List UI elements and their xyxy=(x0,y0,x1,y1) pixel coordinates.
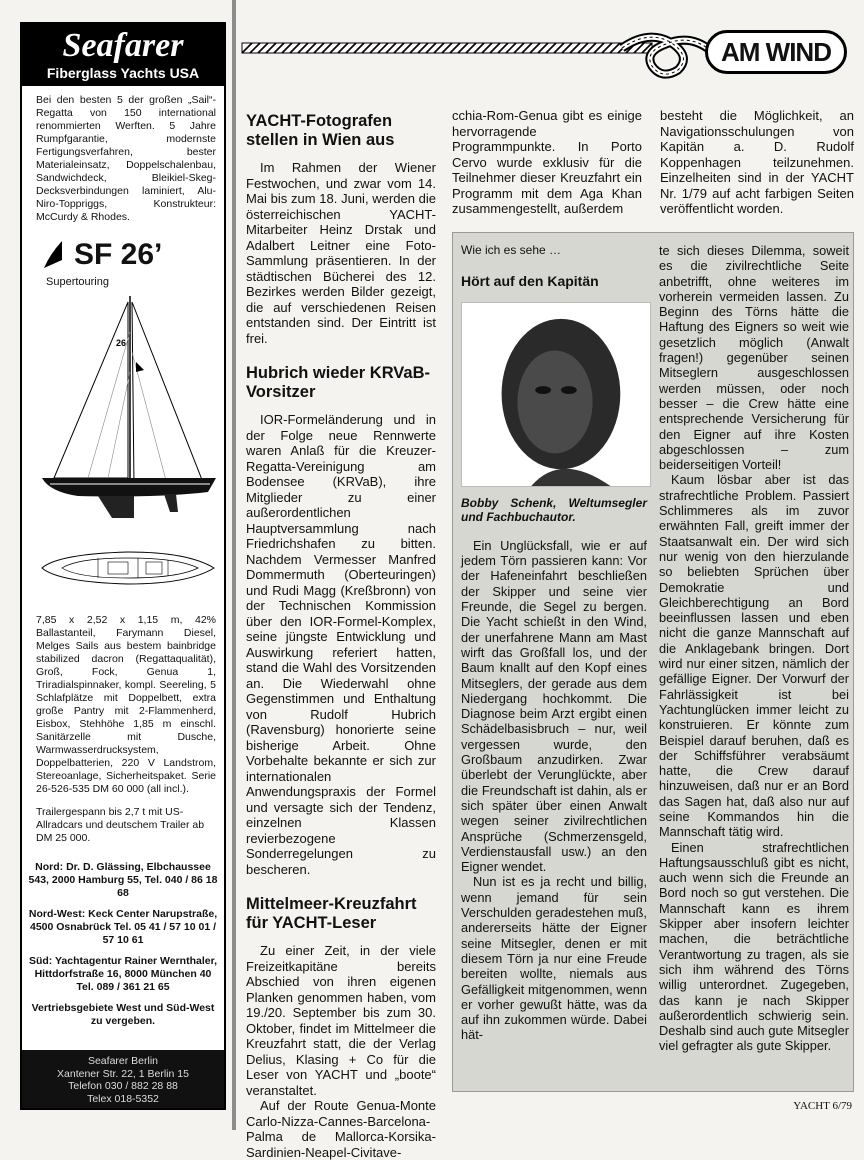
opinion-body: Ein Unglücksfall, wie er auf jedem Törn passieren kann: Vor der Hafeneinfahrt beschließen der Skipper und seine vier Freunde, die Segel zu bergen. Die Yacht schießt in den Wind, der unerfahrene Mann am Mast wirft das Großfall los, und der Baum knallt auf den Kopf eines Mitseglers, der gerade aus dem Niedergang hochkommt. Die Diagnose beim Arzt ergibt einen Schädelbasisbruch – nur, weil vergessen wurde, den Großbaum anzudirken. Zwar überlebt der Verunglückte, aber die Freundschaft ist dahin, als er sich später über einen Anwalt wegen seiner zivilrechtlichen Ansprüche (Schmerzensgeld, Verdienstausfall usw.) an den Eigner wendet. xyxy=(461,537,647,875)
ad-trailer-offer: Trailergespann bis 2,7 t mit US-Allradcars und deutschem Trailer ab DM 25 000. xyxy=(36,806,205,844)
article-body: Auf der Route Genua-Monte Carlo-Nizza-Cannes-Barcelona-Palma de Mallorca-Korsika-Sardinien-Neapel-Civitave- xyxy=(246,1098,436,1160)
ad-contact-footer xyxy=(22,1050,224,1108)
ad-header xyxy=(22,24,224,86)
ad-dealer-nord-west: Nord-West: Keck Center Narupstraße, 4500 Osnabrück Tel. 05 41 / 57 10 01 / 57 10 61 xyxy=(28,908,218,946)
article-body-continued: cchia-Rom-Genua gibt es einige hervorragende Programmpunkte. In Porto Cervo wurde exklusiv für die Teilnehmer dieser Kreuzfahrt ein Programm mit dem Aga Khan zusammengestellt, außerdem xyxy=(452,108,642,216)
opinion-kicker: Wie ich es sehe … xyxy=(461,243,562,257)
ad-intro-text: Bei den besten 5 der großen „Sail“-Regatta von 150 international renommierten Werften. 5 Jahre Rumpfgarantie, modernste Fertigungsverfahren, bester Materialeinsatz, Doppelschalenbau, Sandwichdeck, Bleikiel-Skeg-Decksverbindungen laminiert, Alu-Niro-Toppriggs, Konstrukteur: McCurdy & Rhodes. xyxy=(36,94,216,223)
yacht-drawing xyxy=(38,292,218,608)
ad-footer-line: Telex 018-5352 xyxy=(87,1092,159,1105)
seafarer-advertisement xyxy=(20,22,226,1110)
opinion-body: te sich dieses Dilemma, soweit es die zivilrechtliche Seite anbetrifft, ohne weiteres im vorherein vermeiden lassen. Zu Beginn des Törns hätte die Haftung des Eigners so weit wie gesetzlich möglich (Anwalt fragen!) gegenüber seinen Mitseglern ausgeschlossen werden müssen, oder noch besser – die Crew hätte eine entsprechende Versicherung für den Eigner auf ihre Kosten abgeschlossen – zum beiderseitigen Vorteil! xyxy=(659,243,849,473)
ad-footer-line: Seafarer Berlin xyxy=(87,1055,159,1067)
article-column-3 xyxy=(660,108,854,217)
ad-specifications: 7,85 x 2,52 x 1,15 m, 42% Ballastanteil, Farymann Diesel, Melges Sails aus bestem bainbridge stabilized dacron (Regattaqualität), Groß, Fock, Genua 1, Triradialspinnaker, kompl. Seereling, 5 Schlafplätze mit Doppelbett, extra große Pantry mit 2-Flammenherd, Eisbox, Stehhöhe 1,85 m einschl. Sanitärzelle mit Dusche, Warmwasserdrucksystem, Doppelbatterien, 220 V Landstrom, Stereoanlage, Sicherheitspaket. Serie 26-526-535 DM 60 000 (all incl.). xyxy=(36,614,216,795)
ad-dealer-nord: Nord: Dr. D. Glässing, Elbchaussee 543, 2000 Hamburg 55, Tel. 040 / 86 18 68 xyxy=(28,861,218,899)
article-body: Zu einer Zeit, in der viele Freizeitkapitäne bereits Abschied von ihren eigenen Planken genommen haben, vom 19./20. September bis zum 30. Oktober, findet im Mittelmeer die Kreuzfahrt statt, die der Verlag Delius, Klasing + Co für die Leser von YACHT und „boote“ veranstaltet. xyxy=(246,943,436,1098)
ad-footer-line: Telefon 030 / 882 28 88 xyxy=(68,1080,178,1092)
knot-icon xyxy=(618,22,714,82)
author-portrait-photo xyxy=(461,302,651,487)
article-mittelmeer xyxy=(246,895,436,1160)
opinion-body: Kaum lösbar aber ist das strafrechtliche Problem. Passiert Schlimmeres als im zuvor erwähnten Fall, greift immer der Staatsanwalt ein. Der wird sich nur wenig von den hierzulande so beliebten Sprüchen über Demokratie und Gleichberechtigung an Bord beeinflussen lassen und eben nicht die ganze Mannschaft auf die Anklagebank bringen. Dort wird nur einer sitzen, nämlich der gefällige Eigner. Der Vorwurf der Fahrlässigkeit ist bei Yachtunglücken immer leicht zu konstruieren. Er könnte zum Beispiel darauf beruhen, daß es der Schiffsführer verabsäumt hatte, die Crew darauf hinzuweisen, daß nur er an Bord das Sagen hat, daß also nur auf seine Kommandos hin die Mannschaft tätig wird. xyxy=(659,472,849,840)
article-title: YACHT-Fotografen stellen in Wien aus xyxy=(246,112,395,149)
opinion-left-column xyxy=(461,243,647,1043)
ad-brand: Seafarer xyxy=(62,27,184,64)
article-column-2 xyxy=(452,108,642,217)
article-title: Mittelmeer-Kreuzfahrt für YACHT-Leser xyxy=(246,895,417,932)
rope-decoration xyxy=(242,40,652,56)
article-column-1 xyxy=(246,112,436,1160)
ad-model-name: SF 26’ xyxy=(74,238,163,271)
article-title: Hubrich wieder KRVaB-Vorsitzer xyxy=(246,364,430,401)
article-body: Im Rahmen der Wiener Festwochen, und zwar vom 14. Mai bis zum 18. Juni, werden die österreichischen YACHT-Mitarbeiter Heinz Drstak und Adalbert Leitner eine Foto-Sammlung präsentieren. In der städtischen Bücherei des 12. Bezirkes werden Bilder gezeigt, die auf verschiedenen Reisen entstanden sind. Der Eintritt ist frei. xyxy=(246,160,436,346)
section-logo: AM WIND xyxy=(705,30,847,74)
ad-model-row xyxy=(22,224,224,272)
opinion-body: Nun ist es ja recht und billig, wenn jemand für sein Verschulden geradestehen muß, andererseits hätte der Eigner seine Mitsegler, denen er mit diesem Törn ja nur eine Freude bereiten wollte, niemals aus Gefälligkeit mitgenommen, wenn er vorher gewußt hätte, was da auf ihn zukommen würde. Dabei hät- xyxy=(461,874,647,1043)
article-hubrich xyxy=(246,364,436,877)
column-divider xyxy=(232,0,236,1130)
ad-dealer-sued: Süd: Yachtagentur Rainer Wernthaler, Hittdorfstraße 16, 8000 München 40 Tel. 089 / 361 21 65 xyxy=(28,955,218,993)
ad-model-variant: Supertouring xyxy=(46,276,109,288)
article-body: IOR-Formeländerung und in der Folge neue Rennwerte waren Anlaß für die Kreuzer-Regatta-Vereinigung am Bodensee (KRVaB), ihre Mitglieder zu einer außerordentlichen Hauptversammlung nach Friedrichshafen zu bitten. Nachdem Vermesser Manfred Dommermuth (Oberteuringen) und Rudi Magg (Kreßbronn) von der Technischen Kommission über den IOR-Formel-Komplex, seine jüngste Entwicklung und Auswirkung referiert hatten, stand die Wahl des Vorsitzenden an. Die Wiederwahl ohne Gegenstimmen und Enthaltung von Rudolf Hubrich (Ravensburg) honorierte seine bisherige Arbeit. Ohne Vorbehalte bekannte er sich zur internationalen Anwendungspraxis der Formel und versagte sich der Tendenz, einzelnen Klassen revierbezogene Sonderregelungen zu bescheren. xyxy=(246,412,436,877)
ad-subtitle: Fiberglass Yachts USA xyxy=(46,65,200,81)
opinion-title: Hört auf den Kapitän xyxy=(461,273,599,290)
opinion-right-column xyxy=(659,243,849,1054)
article-body-continued: besteht die Möglichkeit, an Navigationsschulungen von Kapitän a. D. Rudolf Koppenhagen teilzunehmen. Einzelheiten sind in der YACHT Nr. 1/79 auf acht farbigen Seiten veröffentlicht worden. xyxy=(660,108,854,216)
sail-logo-icon xyxy=(42,240,64,270)
page-footer: YACHT 6/79 xyxy=(793,1100,852,1112)
ad-footer-line: Xantener Str. 22, 1 Berlin 15 xyxy=(57,1067,189,1080)
opinion-body: Einen strafrechtlichen Haftungsausschluß gibt es nicht, auch wenn sich die Freunde an Bord noch so gut verstehen. Die Mannschaft kann es ihrem Skipper aber insofern leichter machen, die beträchtliche Verantwortung zu tragen, als sie sich ihm während des Törns willig unterordnet. Zugegeben, das kann je nach Skipper außerordentlich schwierig sein. Deshalb sind auch gute Mitsegler viel gefragter als gute Skipper. xyxy=(659,839,849,1054)
article-photographers xyxy=(246,112,436,346)
ad-dealer-vacancy: Vertriebsgebiete West und Süd-West zu vergeben. xyxy=(31,1002,215,1027)
opinion-column-box xyxy=(452,232,854,1092)
photo-caption: Bobby Schenk, Weltumsegler und Fachbuchautor. xyxy=(461,495,647,524)
sail-number: 26 xyxy=(116,338,127,348)
